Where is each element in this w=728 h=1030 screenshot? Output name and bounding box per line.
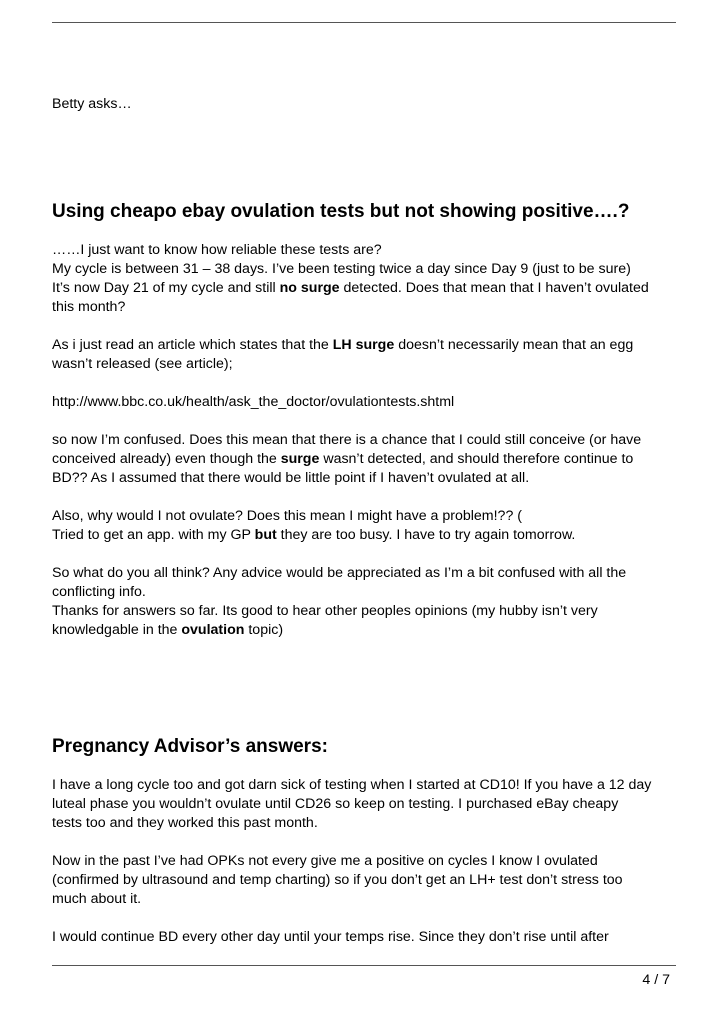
- answers-title: Pregnancy Advisor’s answers:: [52, 736, 328, 757]
- paragraph-gap: [52, 545, 680, 564]
- text-span: knowledgable in the: [52, 622, 182, 638]
- text-line: [52, 241, 680, 260]
- paragraph-gap: [52, 412, 680, 431]
- text-span: wasn’t released (see article);: [52, 356, 233, 372]
- paragraph-gap: [52, 374, 680, 393]
- text-span: I have a long cycle too and got darn sick of testing when I started at CD10! If you have a 12 day: [52, 777, 652, 793]
- text-line: [52, 776, 680, 795]
- text-span: luteal phase you wouldn’t ovulate until CD26 so keep on testing. I purchased eBay cheapy: [52, 796, 619, 812]
- bold-keyword: no surge: [279, 280, 340, 296]
- text-span: wasn’t detected, and should therefore continue to: [319, 451, 634, 467]
- text-span: Now in the past I’ve had OPKs not every give me a positive on cycles I know I ovulated: [52, 853, 598, 869]
- text-span: topic): [244, 622, 284, 638]
- answers-body: [52, 776, 680, 947]
- text-span: http://www.bbc.co.uk/health/ask_the_doctor/ovulationtests.shtml: [52, 394, 455, 410]
- header-rule: [52, 22, 676, 23]
- text-span: conceived already) even though the: [52, 451, 281, 467]
- text-span: so now I’m confused. Does this mean that there is a chance that I could still conceive (or have: [52, 432, 642, 448]
- text-line: [52, 564, 680, 583]
- text-line: [52, 469, 680, 488]
- text-line: [52, 526, 680, 545]
- text-span: Tried to get an app. with my GP: [52, 527, 255, 543]
- text-span: Thanks for answers so far. Its good to hear other peoples opinions (my hubby isn’t very: [52, 603, 598, 619]
- bold-keyword: surge: [280, 451, 320, 467]
- text-line: [52, 336, 680, 355]
- text-span: much about it.: [52, 891, 142, 907]
- text-span: ……I just want to know how reliable these tests are?: [52, 242, 382, 258]
- paragraph-gap: [52, 833, 680, 852]
- text-line: [52, 298, 680, 317]
- text-span: Also, why would I not ovulate? Does this mean I might have a problem!?? (: [52, 508, 523, 524]
- text-line: [52, 583, 680, 602]
- text-span: BD?? As I assumed that there would be little point if I haven’t ovulated at all.: [52, 470, 530, 486]
- paragraph-gap: [52, 317, 680, 336]
- text-line: [52, 814, 680, 833]
- paragraph-gap: [52, 488, 680, 507]
- text-line: [52, 431, 680, 450]
- text-span: tests too and they worked this past month.: [52, 815, 318, 831]
- text-line: [52, 602, 680, 621]
- text-span: this month?: [52, 299, 126, 315]
- text-span: detected. Does that mean that I haven’t ovulated: [339, 280, 649, 296]
- text-span: they are too busy. I have to try again tomorrow.: [276, 527, 576, 543]
- text-line: [52, 355, 680, 374]
- text-span: My cycle is between 31 – 38 days. I’ve been testing twice a day since Day 9 (just to be sure): [52, 261, 631, 277]
- bold-keyword: LH surge: [332, 337, 395, 353]
- text-span: I would continue BD every other day until your temps rise. Since they don’t rise until after: [52, 929, 609, 945]
- text-line: [52, 795, 680, 814]
- text-line: [52, 871, 680, 890]
- text-span: doesn’t necessarily mean that an egg: [394, 337, 634, 353]
- text-span: As i just read an article which states that the: [52, 337, 333, 353]
- question-body: [52, 241, 680, 640]
- text-span: conflicting info.: [52, 584, 146, 600]
- text-line: [52, 852, 680, 871]
- footer-rule: [52, 965, 676, 966]
- text-line: [52, 279, 680, 298]
- text-span: (confirmed by ultrasound and temp charting) so if you don’t get an LH+ test don’t stress too: [52, 872, 623, 888]
- bold-keyword: but: [254, 527, 277, 543]
- paragraph-gap: [52, 909, 680, 928]
- question-title: Using cheapo ebay ovulation tests but not showing positive….?: [52, 201, 630, 222]
- text-line: [52, 507, 680, 526]
- text-span: So what do you all think? Any advice would be appreciated as I’m a bit confused with all the: [52, 565, 627, 581]
- text-span: It’s now Day 21 of my cycle and still: [52, 280, 280, 296]
- text-line: [52, 928, 680, 947]
- text-line: [52, 393, 680, 412]
- page-number: 4 / 7: [642, 972, 670, 988]
- asker-line: [52, 95, 680, 114]
- text-line: [52, 260, 680, 279]
- text-line: [52, 621, 680, 640]
- text-line: [52, 450, 680, 469]
- asker-text: Betty asks…: [52, 96, 132, 112]
- bold-keyword: ovulation: [181, 622, 245, 638]
- text-line: [52, 890, 680, 909]
